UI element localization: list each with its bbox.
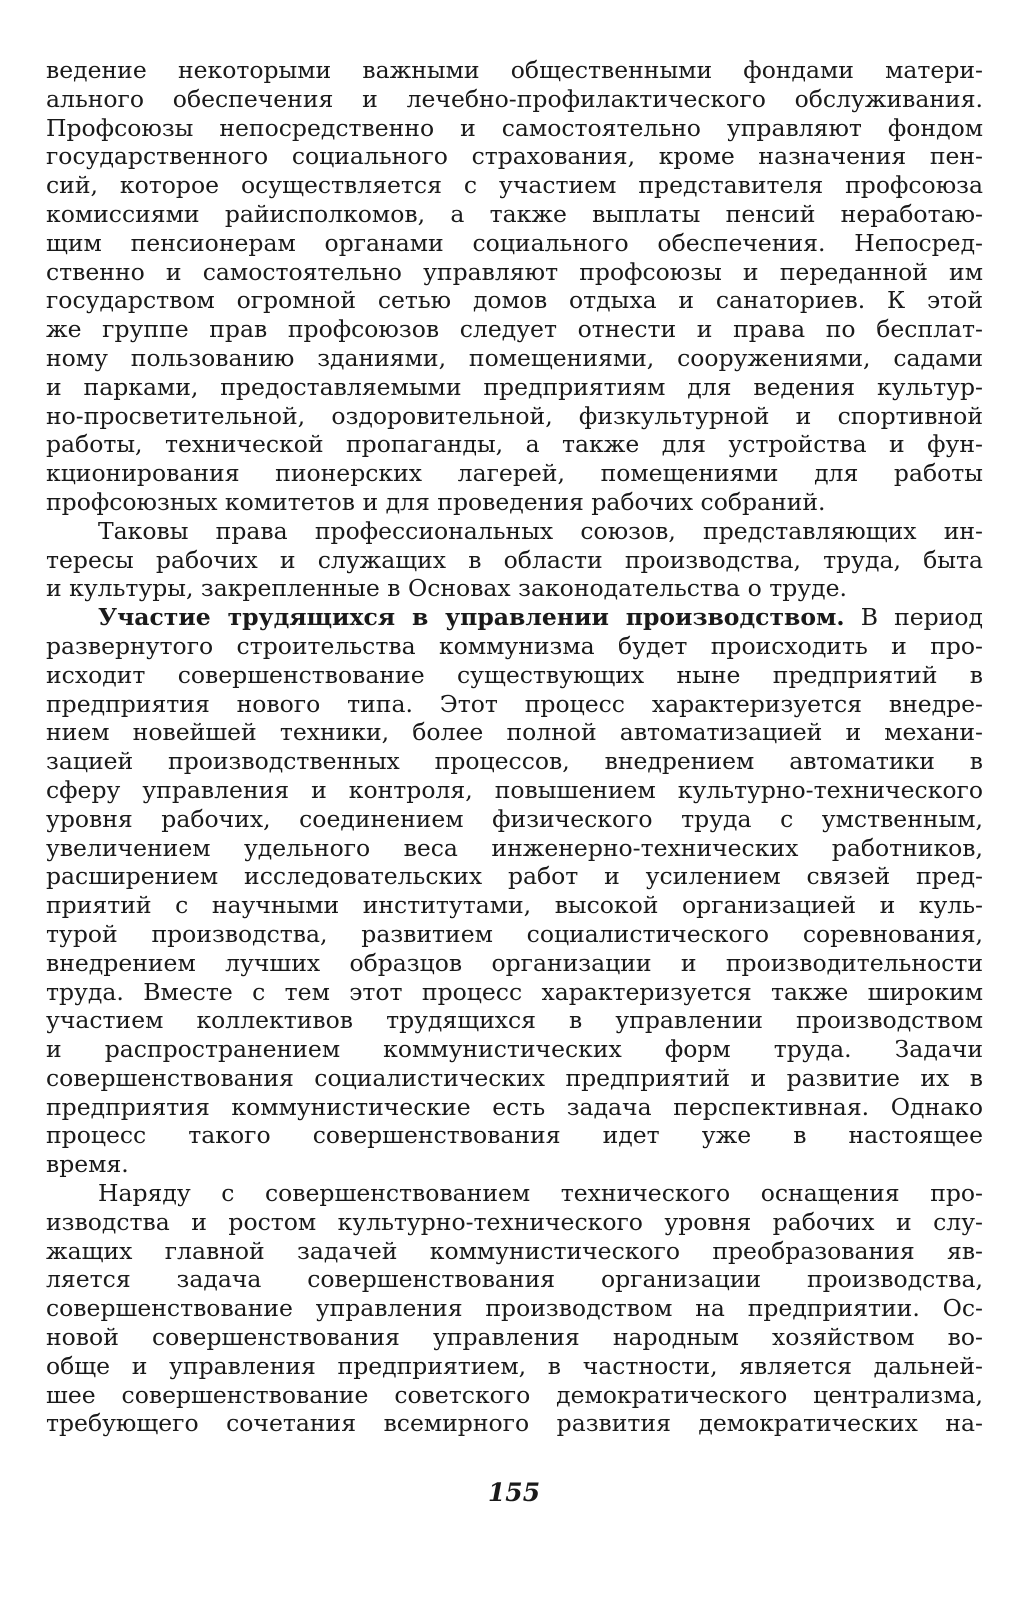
- text-line: [46, 805, 983, 834]
- text-line: [46, 56, 983, 85]
- line-text: профсоюзных комитетов и для проведения рабочих собраний.: [46, 487, 826, 516]
- line-text: Таковы права профессиональных союзов, представляющих ин-: [98, 516, 983, 545]
- line-text: и культуры, закрепленные в Основах законодательства о труде.: [46, 574, 847, 603]
- line-text: процесс такого совершенствования идет уже в настоящее: [46, 1121, 983, 1150]
- text-line: [46, 258, 983, 287]
- line-text: сий, которое осуществляется с участием представителя профсоюза: [46, 171, 983, 200]
- line-text: совершенствование управления производством на предприятии. Ос-: [46, 1294, 983, 1323]
- text-line: [46, 517, 983, 546]
- line-text: изводства и ростом культурно-технического уровня рабочих и слу-: [46, 1207, 983, 1236]
- text-line: [46, 1121, 983, 1150]
- line-text: ведение некоторыми важными общественными фондами матери-: [46, 56, 983, 84]
- line-text: расширением исследовательских работ и усилением связей пред-: [46, 862, 983, 891]
- line-text: государством огромной сетью домов отдыха и санаториев. К этой: [46, 286, 983, 315]
- text-line: [46, 1035, 983, 1064]
- text-line: [46, 1294, 983, 1323]
- line-text: работы, технической пропаганды, а также для устройства и фун-: [46, 430, 983, 459]
- text-line: [46, 344, 983, 373]
- text-line: [46, 718, 983, 747]
- line-text: жащих главной задачей коммунистического преобразования яв-: [46, 1236, 983, 1265]
- text-line: [46, 114, 983, 143]
- text-line: [46, 373, 983, 402]
- line-text: зацией производственных процессов, внедрением автоматики в: [46, 747, 983, 776]
- text-line: [46, 229, 983, 258]
- line-text: ственно и самостоятельно управляют профсоюзы и переданной им: [46, 257, 983, 286]
- line-text: и парками, предоставляемыми предприятиям для ведения культур-: [46, 372, 983, 401]
- line-text: В период: [844, 603, 983, 632]
- line-text: но-просветительной, оздоровительной, физкультурной и спортивной: [46, 401, 983, 430]
- text-line: [46, 1064, 983, 1093]
- text-line: [46, 488, 983, 517]
- text-line: [46, 949, 983, 978]
- line-text: сферу управления и контроля, повышением культурно-технического: [46, 775, 983, 804]
- text-line: [46, 862, 983, 891]
- text-line: [46, 142, 983, 171]
- text-line: [46, 1265, 983, 1294]
- text-line: [46, 1381, 983, 1410]
- line-text: исходит совершенствование существующих ныне предприятий в: [46, 660, 983, 689]
- line-text: и распространением коммунистических форм труда. Задачи: [46, 1035, 983, 1064]
- line-text: приятий с научными институтами, высокой организацией и куль-: [46, 891, 983, 920]
- line-text: же группе прав профсоюзов следует отнести и права по бесплат-: [46, 315, 983, 344]
- line-text: внедрением лучших образцов организации и производительности: [46, 948, 983, 977]
- body-text: [46, 56, 983, 1438]
- text-line: [46, 1179, 983, 1208]
- text-line: [46, 1352, 983, 1381]
- text-line: [46, 632, 983, 661]
- text-line: [46, 1006, 983, 1035]
- text-line: [46, 1237, 983, 1266]
- line-text: участием коллективов трудящихся в управлении производством: [46, 1006, 983, 1035]
- line-text: уровня рабочих, соединением физического труда с умственным,: [46, 804, 983, 833]
- line-text: увеличением удельного веса инженерно-технических работников,: [46, 833, 983, 862]
- text-line: [46, 834, 983, 863]
- line-text: совершенствования социалистических предприятий и развитие их в: [46, 1063, 983, 1092]
- text-line: [46, 459, 983, 488]
- line-text: требующего сочетания всемирного развития демократических на-: [46, 1409, 983, 1438]
- text-line: [46, 85, 983, 114]
- text-line: [46, 690, 983, 719]
- line-text: турой производства, развитием социалистического соревнования,: [46, 919, 983, 948]
- line-text: предприятия коммунистические есть задача перспективная. Однако: [46, 1092, 983, 1121]
- text-line: [46, 776, 983, 805]
- text-line: [46, 920, 983, 949]
- text-line: [46, 1409, 983, 1438]
- line-text: Наряду с совершенствованием технического оснащения про-: [98, 1179, 983, 1208]
- text-line: [46, 603, 983, 632]
- text-line: [46, 1150, 983, 1179]
- line-text: ального обеспечения и лечебно-профилактического обслуживания.: [46, 84, 983, 113]
- line-text: кционирования пионерских лагерей, помещениями для работы: [46, 459, 983, 488]
- line-text: ному пользованию зданиями, помещениями, сооружениями, садами: [46, 343, 983, 372]
- text-line: [46, 574, 983, 603]
- line-text: новой совершенствования управления народным хозяйством во-: [46, 1323, 983, 1352]
- text-line: [46, 661, 983, 690]
- text-line: [46, 171, 983, 200]
- page-number: 155: [487, 1478, 541, 1507]
- text-line: [46, 430, 983, 459]
- line-text: Профсоюзы непосредственно и самостоятельно управляют фондом: [46, 113, 983, 142]
- line-text: обще и управления предприятием, в частности, является дальней-: [46, 1351, 983, 1380]
- text-line: [46, 315, 983, 344]
- text-line: [46, 200, 983, 229]
- text-line: [46, 1093, 983, 1122]
- line-text: нием новейшей техники, более полной автоматизацией и механи-: [46, 718, 983, 747]
- line-text: труда. Вместе с тем этот процесс характеризуется также широким: [46, 977, 983, 1006]
- text-line: [46, 402, 983, 431]
- text-line: [46, 1323, 983, 1352]
- line-text: комиссиями райисполкомов, а также выплаты пенсий неработаю-: [46, 199, 983, 228]
- line-text: ляется задача совершенствования организации производства,: [46, 1265, 983, 1294]
- section-heading: Участие трудящихся в управлении производством.: [98, 603, 845, 632]
- text-line: [46, 891, 983, 920]
- line-text: время.: [46, 1150, 129, 1179]
- text-line: [46, 747, 983, 776]
- line-text: предприятия нового типа. Этот процесс характеризуется внедре-: [46, 689, 983, 718]
- line-text: государственного социального страхования, кроме назначения пен-: [46, 142, 983, 171]
- line-text: тересы рабочих и служащих в области производства, труда, быта: [46, 545, 983, 574]
- line-text: щим пенсионерам органами социального обеспечения. Непосред-: [46, 228, 983, 257]
- text-line: [46, 286, 983, 315]
- line-text: шее совершенствование советского демократического централизма,: [46, 1380, 983, 1409]
- text-line: [46, 546, 983, 575]
- text-line: [46, 1208, 983, 1237]
- text-line: [46, 978, 983, 1007]
- line-text: развернутого строительства коммунизма будет происходить и про-: [46, 631, 983, 660]
